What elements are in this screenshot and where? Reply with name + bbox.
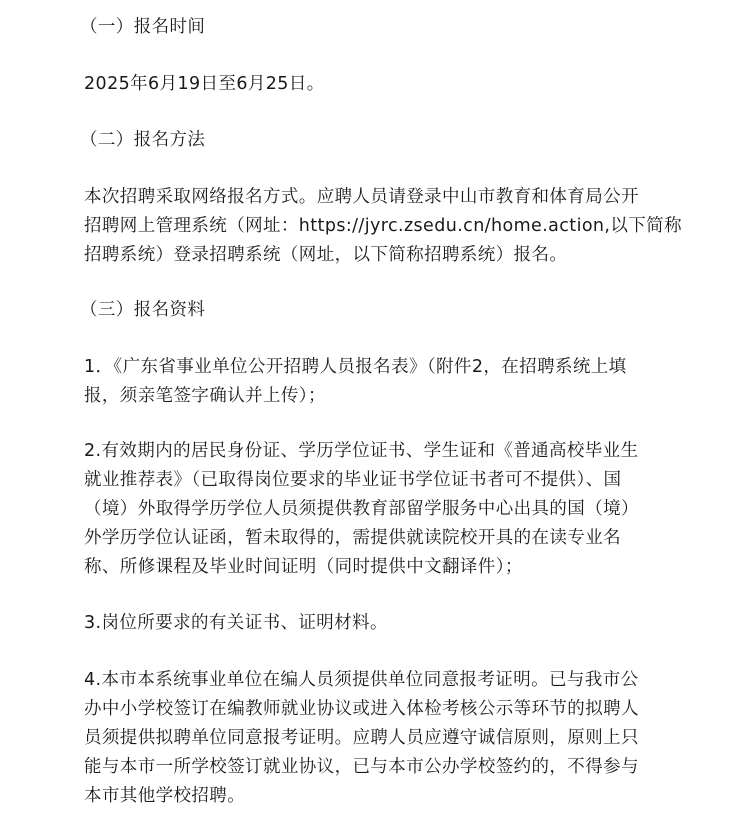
registration-period-text: 2025年6月19日至6月25日。 bbox=[84, 74, 325, 94]
material-item-4-line-1: 4.本市本系统事业单位在编人员须提供单位同意报考证明。已与我市公 bbox=[84, 670, 639, 690]
material-item-1-line-1: 1．《广东省事业单位公开招聘人员报名表》（附件2，在招聘系统上填 bbox=[84, 357, 627, 377]
material-item-2-line-2: 就业推荐表》（已取得岗位要求的毕业证书学位证书者可不提供）、国 bbox=[84, 470, 622, 490]
material-item-2-line-5: 称、所修课程及毕业时间证明（同时提供中文翻译件）； bbox=[84, 557, 523, 577]
material-item-3-line-1: 3.岗位所要求的有关证书、证明材料。 bbox=[84, 613, 388, 633]
method-paragraph-line-1: 本次招聘采取网络报名方式。应聘人员请登录中山市教育和体育局公开 bbox=[84, 187, 639, 207]
material-item-4-line-5: 本市其他学校招聘。 bbox=[84, 786, 246, 806]
material-item-4-line-4: 能与本市一所学校签订就业协议，已与本市公办学校签约的，不得参与 bbox=[84, 757, 639, 777]
material-item-2-line-4: 外学历学位认证函，暂未取得的，需提供就读院校开具的在读专业名 bbox=[84, 528, 621, 548]
method-paragraph-line-3: 招聘系统）登录招聘系统（网址，以下简称招聘系统）报名。 bbox=[84, 245, 568, 265]
material-item-1-line-2: 报，须亲笔签字确认并上传）； bbox=[84, 386, 326, 406]
material-item-2-line-1: 2.有效期内的居民身份证、学历学位证书、学生证和《普通高校毕业生 bbox=[84, 441, 639, 461]
material-item-4-line-2: 办中小学校签订在编教师就业协议或进入体检考核公示等环节的拟聘人 bbox=[84, 699, 639, 719]
section-heading-registration-method: （二）报名方法 bbox=[80, 130, 206, 150]
material-item-4-line-3: 员须提供拟聘单位同意报考证明。应聘人员应遵守诚信原则，原则上只 bbox=[84, 728, 639, 748]
section-heading-registration-time: （一）报名时间 bbox=[80, 17, 206, 37]
material-item-2-line-3: （境）外取得学历学位人员须提供教育部留学服务中心出具的国（境） bbox=[84, 499, 639, 519]
method-paragraph-line-2: 招聘网上管理系统（网址：https://jyrc.zsedu.cn/home.action,以下简称 bbox=[84, 216, 682, 236]
section-heading-registration-materials: （三）报名资料 bbox=[80, 300, 206, 320]
